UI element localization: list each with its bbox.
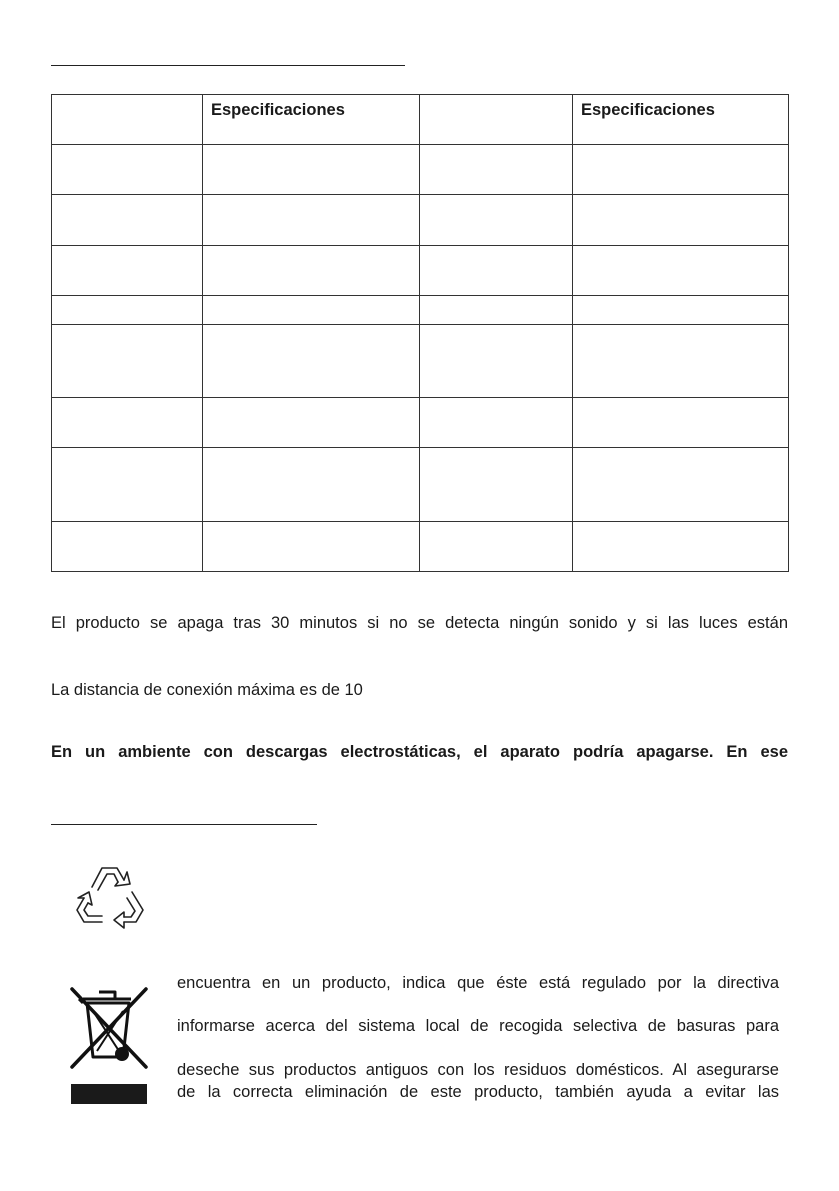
table-cell	[420, 246, 573, 296]
weee-text-line: encuentra en un producto, indica que éste está regulado por la directiva	[177, 974, 779, 992]
table-cell	[52, 398, 203, 448]
table-row	[52, 195, 789, 246]
table-cell	[573, 448, 789, 522]
table-cell	[573, 398, 789, 448]
crossed-out-wheelie-bin-icon	[69, 981, 149, 1107]
table-header-cell: Especificaciones	[573, 95, 789, 145]
table-cell	[52, 522, 203, 572]
table-cell	[420, 145, 573, 195]
table-row	[52, 296, 789, 325]
table-cell	[573, 522, 789, 572]
table-row	[52, 522, 789, 572]
table-cell	[52, 448, 203, 522]
table-row	[52, 398, 789, 448]
table-cell	[52, 195, 203, 246]
table-cell	[420, 448, 573, 522]
specifications-table	[51, 94, 789, 572]
table-header-cell: Especificaciones	[203, 95, 420, 145]
section-rule-environment	[51, 824, 317, 825]
table-cell	[52, 246, 203, 296]
weee-text-line: de la correcta eliminación de este producto, también ayuda a evitar las	[177, 1083, 779, 1101]
table-cell	[203, 145, 420, 195]
table-header-cell	[52, 95, 203, 145]
table-cell	[203, 195, 420, 246]
connection-distance-note: La distancia de conexión máxima es de 10	[51, 681, 363, 699]
table-header-row	[52, 95, 789, 145]
table-row	[52, 145, 789, 195]
table-row	[52, 246, 789, 296]
table-row	[52, 448, 789, 522]
auto-off-note: El producto se apaga tras 30 minutos si no se detecta ningún sonido y si las luces están	[51, 614, 788, 632]
table-header-cell	[420, 95, 573, 145]
table-cell	[203, 522, 420, 572]
table-cell	[52, 296, 203, 325]
table-cell	[203, 296, 420, 325]
table-cell	[573, 325, 789, 398]
table-cell	[203, 246, 420, 296]
table-cell	[420, 296, 573, 325]
table-cell	[573, 296, 789, 325]
section-rule-specifications	[51, 65, 405, 66]
esd-warning-note: En un ambiente con descargas electrostáticas, el aparato podría apagarse. En ese	[51, 743, 788, 761]
table-cell	[573, 145, 789, 195]
table-cell	[203, 325, 420, 398]
table-cell	[573, 195, 789, 246]
table-cell	[420, 398, 573, 448]
table-cell	[52, 145, 203, 195]
recycle-icon	[72, 862, 148, 938]
table-cell	[420, 522, 573, 572]
table-cell	[573, 246, 789, 296]
table-cell	[420, 325, 573, 398]
weee-text-line: deseche sus productos antiguos con los residuos domésticos. Al asegurarse	[177, 1061, 779, 1079]
table-cell	[203, 448, 420, 522]
table-cell	[203, 398, 420, 448]
weee-text-line: informarse acerca del sistema local de recogida selectiva de basuras para	[177, 1017, 779, 1035]
table-cell	[52, 325, 203, 398]
table-cell	[420, 195, 573, 246]
table-row	[52, 325, 789, 398]
